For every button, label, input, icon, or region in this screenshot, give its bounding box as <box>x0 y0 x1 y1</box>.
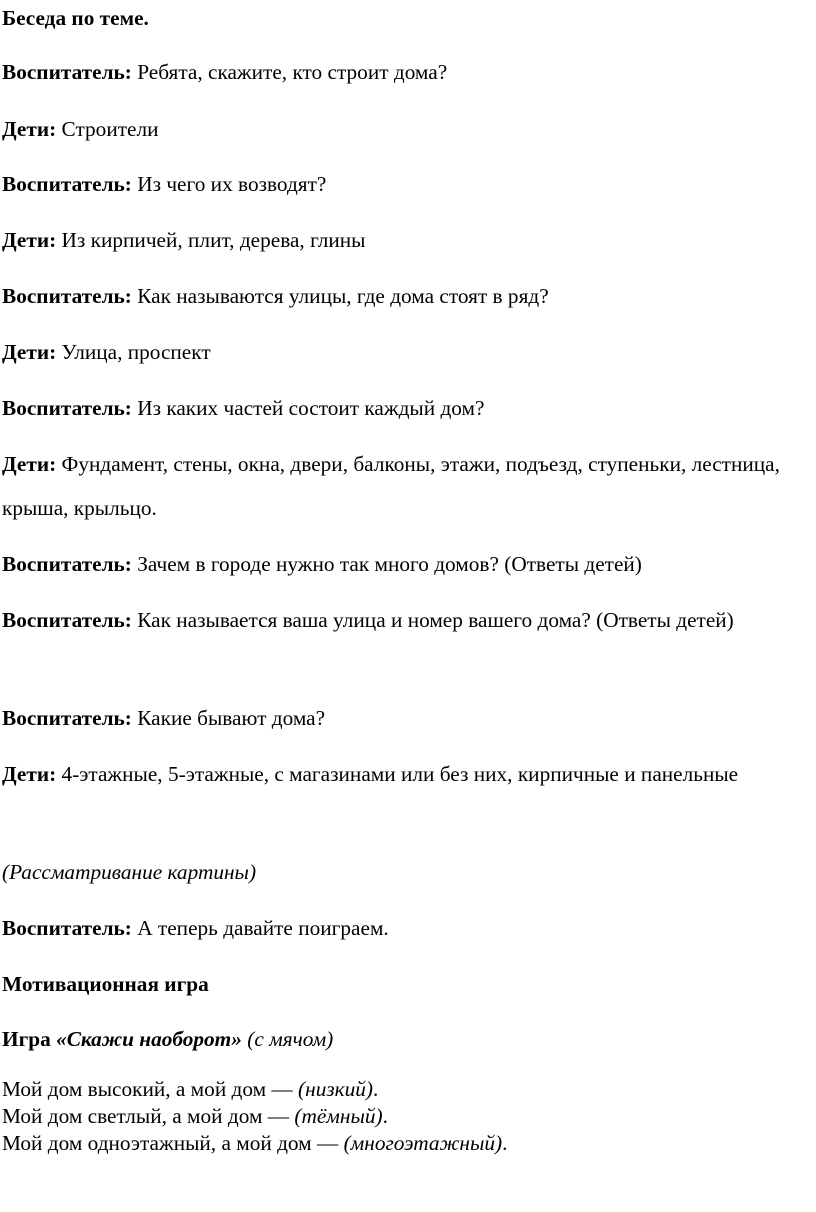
utterance: Зачем в городе нужно так много домов? (Ответы детей) <box>131 552 642 576</box>
verse-answer: (тёмный) <box>294 1104 383 1128</box>
utterance: Из чего их возводят? <box>131 172 327 196</box>
dialogue-line-11 <box>2 704 325 732</box>
speaker: Дети: <box>2 452 57 476</box>
utterance: 4-этажные, 5-этажные, с магазинами или без них, кирпичные и панельные <box>56 762 739 786</box>
utterance: Ребята, скажите, кто строит дома? <box>131 60 448 84</box>
speaker: Дети: <box>2 117 57 141</box>
game-prefix: Игра <box>2 1027 57 1051</box>
dialogue-line-3 <box>2 170 326 198</box>
picture-note: (Рассматривание картины) <box>2 860 257 884</box>
verse-text: Мой дом высокий, а мой дом — <box>2 1077 299 1101</box>
utterance: Из каких частей состоит каждый дом? <box>131 396 485 420</box>
speaker: Дети: <box>2 762 57 786</box>
verse-line-1 <box>2 1076 507 1103</box>
closing-line <box>2 914 389 942</box>
verse-end: . <box>373 1077 379 1101</box>
dialogue-line-2 <box>2 115 159 143</box>
speaker: Воспитатель: <box>2 172 132 196</box>
dialogue-line-9 <box>2 550 642 578</box>
speaker: Воспитатель: <box>2 396 132 420</box>
verse-text: Мой дом светлый, а мой дом — <box>2 1104 295 1128</box>
game-heading <box>2 1025 333 1053</box>
verse-text: Мой дом одноэтажный, а мой дом — <box>2 1131 344 1155</box>
speaker: Воспитатель: <box>2 916 132 940</box>
dialogue-line-8 <box>2 442 802 530</box>
utterance: Как называется ваша улица и номер вашего дома? (Ответы детей) <box>131 608 734 632</box>
utterance: Улица, проспект <box>56 340 211 364</box>
verse-end: . <box>502 1131 508 1155</box>
dialogue-line-1 <box>2 58 447 86</box>
utterance: Какие бывают дома? <box>131 706 326 730</box>
utterance: Как называются улицы, где дома стоят в ряд? <box>131 284 549 308</box>
dialogue-line-7 <box>2 394 484 422</box>
dialogue-line-6 <box>2 338 211 366</box>
section-title: Беседа по теме. <box>2 6 149 30</box>
game-suffix: (с мячом) <box>241 1027 334 1051</box>
utterance: А теперь давайте поиграем. <box>131 916 389 940</box>
verse-end: . <box>382 1104 388 1128</box>
verse-block <box>2 1076 507 1157</box>
utterance: Фундамент, стены, окна, двери, балконы, этажи, подъезд, ступеньки, лестница, крыша, крыльцо. <box>2 452 780 520</box>
verse-line-3 <box>2 1130 507 1157</box>
dialogue-line-5 <box>2 282 549 310</box>
dialogue-line-4 <box>2 226 365 254</box>
speaker: Воспитатель: <box>2 706 132 730</box>
verse-line-2 <box>2 1103 507 1130</box>
verse-answer: (низкий) <box>298 1077 374 1101</box>
speaker: Дети: <box>2 228 57 252</box>
speaker: Воспитатель: <box>2 608 132 632</box>
speaker: Воспитатель: <box>2 284 132 308</box>
motivation-heading: Мотивационная игра <box>2 972 209 996</box>
dialogue-line-10 <box>2 598 802 642</box>
speaker: Воспитатель: <box>2 552 132 576</box>
verse-answer: (многоэтажный) <box>343 1131 503 1155</box>
game-name: «Скажи наоборот» <box>56 1027 242 1051</box>
speaker: Дети: <box>2 340 57 364</box>
utterance: Из кирпичей, плит, дерева, глины <box>56 228 366 252</box>
speaker: Воспитатель: <box>2 60 132 84</box>
utterance: Строители <box>56 117 159 141</box>
dialogue-line-12 <box>2 752 802 796</box>
